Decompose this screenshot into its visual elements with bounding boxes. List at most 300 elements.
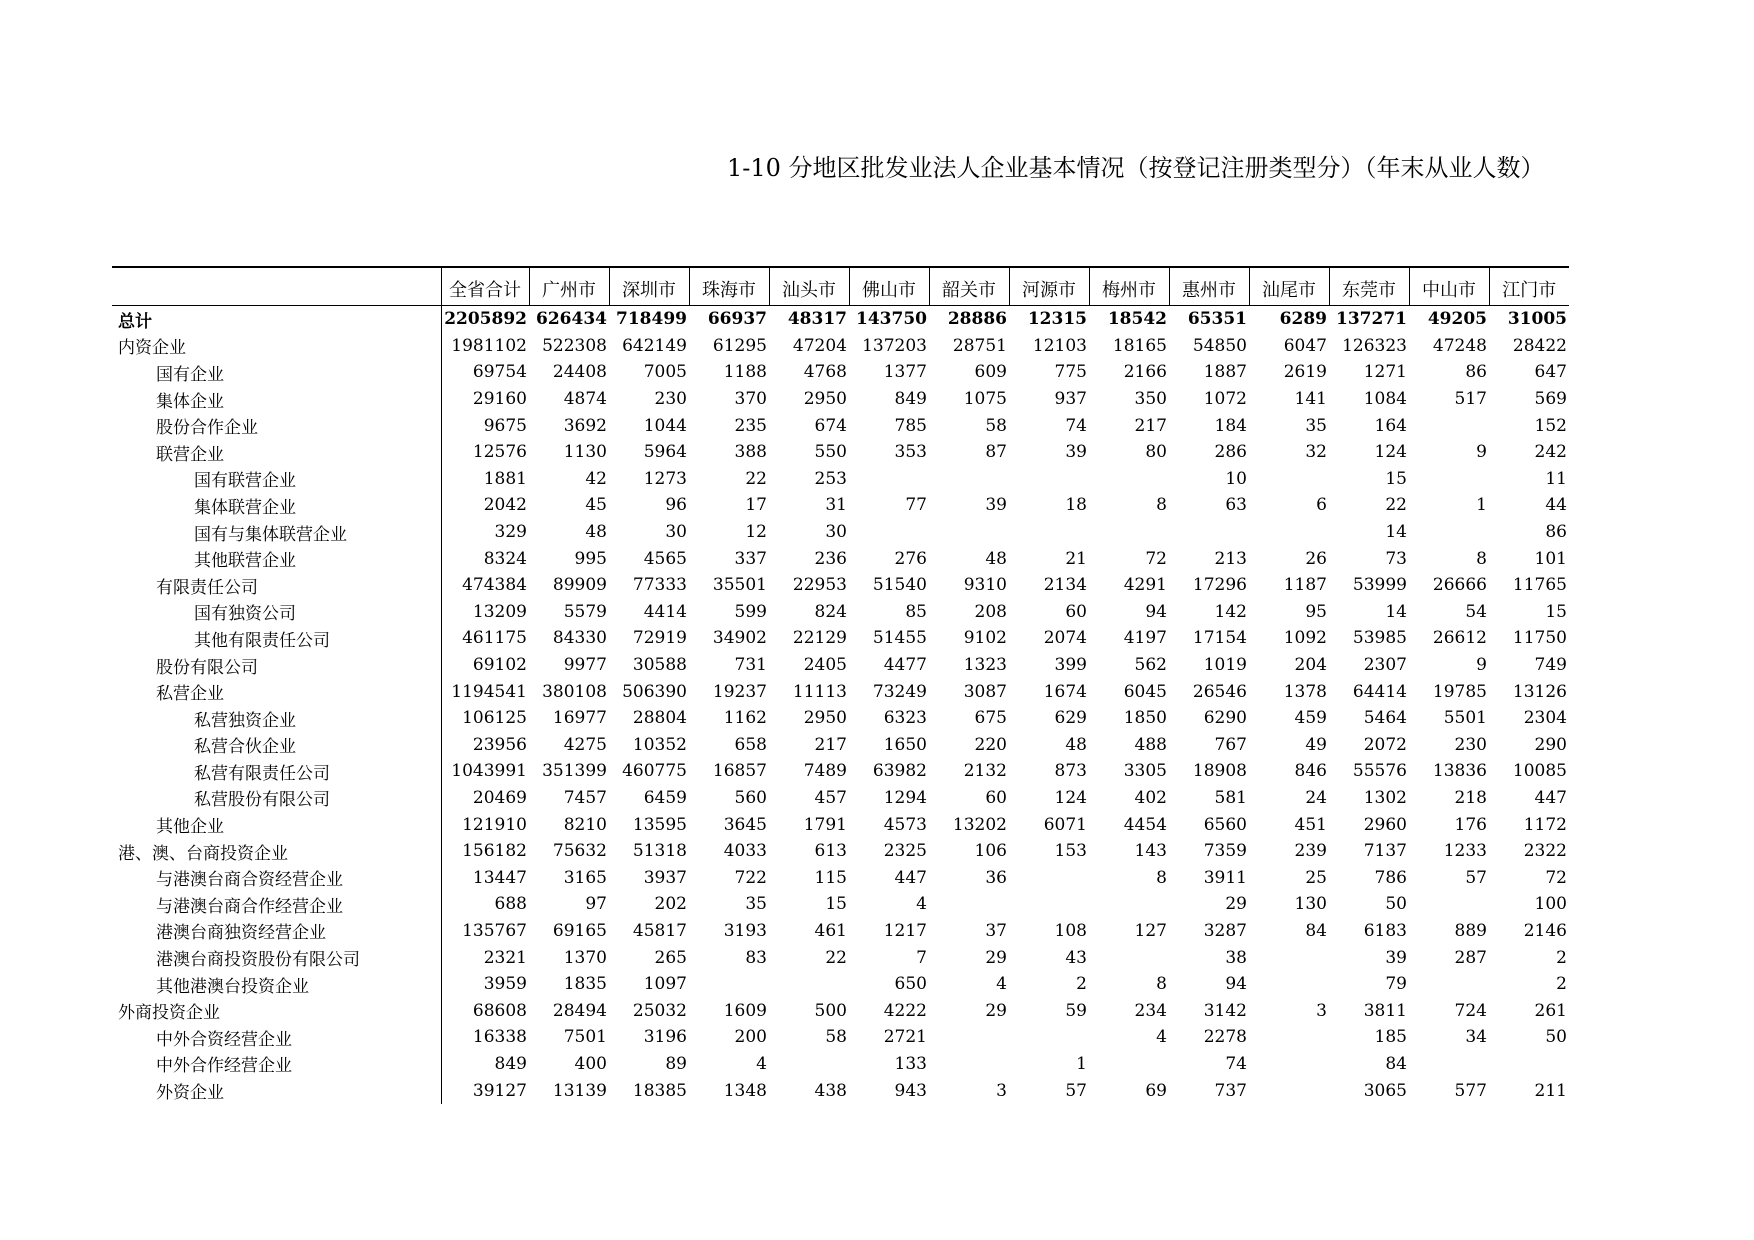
table-cell: 1044 [643,415,687,436]
table-cell: 1019 [1203,655,1247,676]
table-cell: 16857 [712,761,767,782]
table-row [112,997,1569,1024]
table-cell: 85 [905,601,927,622]
table-cell: 4477 [883,655,927,676]
table-cell: 32 [1305,442,1327,463]
table-cell: 58 [985,415,1007,436]
table-cell [1089,1051,1169,1078]
table-cell: 1377 [883,362,927,383]
table-cell [1009,891,1089,918]
table-cell: 22129 [792,628,847,649]
table-cell: 63982 [872,761,927,782]
table-cell: 581 [1214,787,1247,808]
table-cell [1009,519,1089,546]
table-cell: 3811 [1363,1000,1407,1021]
table-cell: 35 [745,894,767,915]
table-cell: 1097 [643,974,687,995]
table-cell: 4275 [563,734,607,755]
table-cell: 6459 [643,787,687,808]
table-cell: 29 [985,1000,1007,1021]
table-row [112,1077,1569,1104]
table-cell: 642149 [622,335,687,356]
table-cell: 22953 [792,575,847,596]
header-label-corner [112,267,441,306]
table-cell: 28494 [552,1000,607,1021]
table-cell [1089,944,1169,971]
table-cell: 8 [1156,495,1167,516]
table-cell: 461175 [462,628,527,649]
table-cell: 722 [734,867,767,888]
table-cell: 400 [574,1053,607,1074]
table-cell: 629 [1054,708,1087,729]
table-cell: 451 [1294,814,1327,835]
table-cell: 84330 [552,628,607,649]
table-cell: 3645 [723,814,767,835]
table-cell: 53985 [1352,628,1407,649]
table-cell: 30588 [632,655,687,676]
table-cell: 6560 [1203,814,1247,835]
table-cell [1409,1051,1489,1078]
table-cell: 8 [1476,548,1487,569]
column-header: 梅州市 [1089,267,1169,306]
table-body [112,306,1569,1104]
table-cell: 2304 [1523,708,1567,729]
table-cell: 30 [665,522,687,543]
row-label: 国有联营企业 [112,466,441,493]
table-cell: 5464 [1363,708,1407,729]
table-cell: 19237 [712,681,767,702]
table-cell: 3193 [723,920,767,941]
table-cell: 287 [1454,947,1487,968]
table-cell [1409,891,1489,918]
table-cell: 4 [756,1053,767,1074]
table-cell: 97 [585,894,607,915]
table-cell: 6290 [1203,708,1247,729]
table-cell: 447 [1534,787,1567,808]
table-cell: 11765 [1512,575,1567,596]
table-cell: 130 [1294,894,1327,915]
row-label: 有限责任公司 [112,572,441,599]
table-cell: 2042 [483,495,527,516]
table-cell: 22 [1385,495,1407,516]
table-cell: 69 [1145,1080,1167,1101]
table-row [112,359,1569,386]
table-cell: 329 [494,522,527,543]
table-cell: 13447 [472,867,527,888]
column-header: 广州市 [529,267,609,306]
table-cell: 3911 [1203,867,1247,888]
table-cell: 785 [894,415,927,436]
table-cell: 353 [894,442,927,463]
table-cell: 53999 [1352,575,1407,596]
table-cell [1249,1024,1329,1051]
table-cell: 286 [1214,442,1247,463]
table-cell: 1323 [963,655,1007,676]
table-cell [1249,519,1329,546]
table-cell: 9310 [963,575,1007,596]
table-cell: 83 [745,947,767,968]
table-cell: 184 [1214,415,1247,436]
table-cell [1489,1051,1569,1078]
table-cell: 28804 [632,708,687,729]
table-cell: 18 [1065,495,1087,516]
table-cell: 57 [1465,867,1487,888]
table-cell: 4033 [723,841,767,862]
table-cell [1249,1051,1329,1078]
table-cell: 380108 [542,681,607,702]
table-cell: 388 [734,442,767,463]
table-cell: 7005 [643,362,687,383]
table-cell: 261 [1534,1000,1567,1021]
table-cell: 45 [585,495,607,516]
table-cell: 846 [1294,761,1327,782]
table-cell: 57 [1065,1080,1087,1101]
table-cell [929,466,1009,493]
table-cell: 550 [814,442,847,463]
table-cell: 775 [1054,362,1087,383]
table-cell: 2072 [1363,734,1407,755]
table-cell: 204 [1294,655,1327,676]
table-cell: 18542 [1107,309,1167,330]
table-row [112,466,1569,493]
table-cell: 8210 [563,814,607,835]
table-cell: 21 [1065,548,1087,569]
row-label: 私营企业 [112,678,441,705]
table-cell: 459 [1294,708,1327,729]
table-cell: 48 [985,548,1007,569]
table-cell: 24408 [552,362,607,383]
table-row [112,386,1569,413]
table-cell: 51455 [872,628,927,649]
table-row [112,439,1569,466]
row-label: 港、澳、台商投资企业 [112,838,441,865]
table-row [112,864,1569,891]
table-cell: 25 [1305,867,1327,888]
table-cell: 51540 [872,575,927,596]
table-cell: 94 [1225,974,1247,995]
row-label: 港澳台商独资经营企业 [112,918,441,945]
table-cell: 9102 [963,628,1007,649]
table-cell: 121910 [462,814,527,835]
table-cell: 29 [985,947,1007,968]
table-cell: 943 [894,1080,927,1101]
column-header: 汕头市 [769,267,849,306]
table-cell: 1043991 [451,761,527,782]
table-cell: 1092 [1283,628,1327,649]
table-cell: 31 [825,495,847,516]
table-row [112,1051,1569,1078]
table-cell: 124 [1054,787,1087,808]
table-cell: 1887 [1203,362,1247,383]
table-cell: 73249 [872,681,927,702]
table-cell: 522308 [542,335,607,356]
table-cell: 253 [814,468,847,489]
table-cell: 39 [1385,947,1407,968]
table-cell: 737 [1214,1080,1247,1101]
table-cell: 2950 [803,708,847,729]
table-cell [1249,1077,1329,1104]
table-cell: 647 [1534,362,1567,383]
table-cell: 500 [814,1000,847,1021]
table-cell: 239 [1294,841,1327,862]
row-label: 与港澳台商合作经营企业 [112,891,441,918]
table-cell: 66937 [707,309,767,330]
table-cell: 4 [916,894,927,915]
table-cell: 609 [974,362,1007,383]
table-cell: 17 [745,495,767,516]
table-cell: 1188 [723,362,767,383]
table-cell: 3 [996,1080,1007,1101]
table-cell: 34902 [712,628,767,649]
row-label: 私营有限责任公司 [112,758,441,785]
table-cell: 6323 [883,708,927,729]
table-cell: 22 [825,947,847,968]
table-cell [1409,412,1489,439]
table-cell: 230 [1454,734,1487,755]
table-cell: 4414 [643,601,687,622]
row-label: 其他联营企业 [112,545,441,572]
table-cell: 211 [1534,1080,1567,1101]
table-cell: 9 [1476,442,1487,463]
table-row [112,811,1569,838]
table-cell: 724 [1454,1000,1487,1021]
column-header: 韶关市 [929,267,1009,306]
table-row [112,971,1569,998]
table-cell: 461 [814,920,847,941]
table-cell: 1 [1076,1053,1087,1074]
table-cell: 4197 [1123,628,1167,649]
table-cell: 517 [1454,389,1487,410]
table-cell: 626434 [536,309,607,330]
table-cell: 68608 [472,1000,527,1021]
table-cell: 849 [894,389,927,410]
table-cell [769,971,849,998]
table-row [112,918,1569,945]
table-cell: 4 [1156,1027,1167,1048]
table-cell: 3959 [483,974,527,995]
table-cell: 599 [734,601,767,622]
table-row [112,412,1569,439]
table-cell: 658 [734,734,767,755]
table-cell: 143 [1134,841,1167,862]
table-cell: 399 [1054,655,1087,676]
table-cell: 15 [825,894,847,915]
table-cell: 7501 [563,1027,607,1048]
table-cell [1009,1024,1089,1051]
table-cell: 49205 [1427,309,1487,330]
table-cell: 235 [734,415,767,436]
table-cell: 2950 [803,389,847,410]
table-cell: 60 [1065,601,1087,622]
table-cell: 75632 [552,841,607,862]
table-cell: 28886 [947,309,1007,330]
table-cell: 650 [894,974,927,995]
table-cell: 234 [1134,1000,1167,1021]
table-cell: 14 [1385,522,1407,543]
row-label: 外商投资企业 [112,997,441,1024]
table-cell: 12315 [1027,309,1087,330]
table-cell: 569 [1534,389,1567,410]
table-cell: 26546 [1192,681,1247,702]
table-cell: 18908 [1192,761,1247,782]
table-cell: 29 [1225,894,1247,915]
table-cell: 126323 [1342,335,1407,356]
row-label: 中外合资经营企业 [112,1024,441,1051]
table-row [112,678,1569,705]
table-cell: 3065 [1363,1080,1407,1101]
table-cell: 11 [1545,468,1567,489]
table-cell: 749 [1534,655,1567,676]
table-cell: 213 [1214,548,1247,569]
table-cell: 4768 [803,362,847,383]
table-cell: 84 [1385,1053,1407,1074]
table-cell [929,519,1009,546]
table-cell: 42 [585,468,607,489]
table-cell: 2 [1556,947,1567,968]
table-cell: 49 [1305,734,1327,755]
table-cell: 54850 [1192,335,1247,356]
row-label: 国有企业 [112,359,441,386]
table-cell [1089,891,1169,918]
table-cell: 77 [905,495,927,516]
table-cell [1089,466,1169,493]
table-cell: 1162 [723,708,767,729]
table-cell: 4222 [883,1000,927,1021]
table-cell: 69165 [552,920,607,941]
table-cell: 13126 [1512,681,1567,702]
table-cell: 3305 [1123,761,1167,782]
table-cell: 54 [1465,601,1487,622]
table-cell: 8 [1156,867,1167,888]
table-cell: 48 [585,522,607,543]
row-label: 港澳台商投资股份有限公司 [112,944,441,971]
table-cell: 474384 [462,575,527,596]
row-label: 内资企业 [112,333,441,360]
table-cell: 185 [1374,1027,1407,1048]
table-cell [1409,971,1489,998]
table-cell: 39 [985,495,1007,516]
table-cell: 6183 [1363,920,1407,941]
table-cell: 59 [1065,1000,1087,1021]
table-cell: 28751 [952,335,1007,356]
column-header: 珠海市 [689,267,769,306]
table-cell: 143750 [856,309,927,330]
table-cell: 337 [734,548,767,569]
table-cell: 22 [745,468,767,489]
table-cell: 39 [1065,442,1087,463]
table-cell: 106125 [462,708,527,729]
table-cell: 9 [1476,655,1487,676]
table-cell: 2 [1556,974,1567,995]
table-cell: 2405 [803,655,847,676]
table-cell: 94 [1145,601,1167,622]
table-cell: 176 [1454,814,1487,835]
table-cell: 447 [894,867,927,888]
row-label: 股份合作企业 [112,412,441,439]
table-cell: 47248 [1432,335,1487,356]
table-cell: 457 [814,787,847,808]
table-cell: 4 [996,974,1007,995]
table-cell: 7359 [1203,841,1247,862]
table-cell: 8324 [483,548,527,569]
header-row [112,267,1569,306]
table-cell: 3087 [963,681,1007,702]
table-cell: 164 [1374,415,1407,436]
table-cell: 718499 [616,309,687,330]
table-cell: 200 [734,1027,767,1048]
table-row [112,838,1569,865]
table-cell: 3196 [643,1027,687,1048]
table-cell: 4573 [883,814,927,835]
table-cell: 2134 [1043,575,1087,596]
table-cell: 438 [814,1080,847,1101]
table-cell: 47204 [792,335,847,356]
table-cell: 1294 [883,787,927,808]
table-cell: 15 [1545,601,1567,622]
table-cell: 1674 [1043,681,1087,702]
table-cell: 135767 [462,920,527,941]
table-cell: 16338 [472,1027,527,1048]
table-row [112,625,1569,652]
table-cell: 17154 [1192,628,1247,649]
table-cell: 1609 [723,1000,767,1021]
table-cell: 86 [1465,362,1487,383]
table-cell: 13836 [1432,761,1487,782]
table-row [112,891,1569,918]
table-cell: 12103 [1032,335,1087,356]
table-cell [929,1051,1009,1078]
table-cell: 1172 [1523,814,1567,835]
table-cell [929,1024,1009,1051]
table-cell: 7489 [803,761,847,782]
table-row [112,519,1569,546]
table-cell: 1791 [803,814,847,835]
row-label: 国有独资公司 [112,599,441,626]
table-row [112,492,1569,519]
table-cell: 6045 [1123,681,1167,702]
table-cell: 767 [1214,734,1247,755]
table-cell: 560 [734,787,767,808]
table-cell: 14 [1385,601,1407,622]
table-cell: 18165 [1112,335,1167,356]
table-cell: 2146 [1523,920,1567,941]
table-cell: 1273 [643,468,687,489]
table-cell: 675 [974,708,1007,729]
table-cell: 402 [1134,787,1167,808]
table-cell: 350 [1134,389,1167,410]
table-cell: 351399 [542,761,607,782]
row-label: 私营独资企业 [112,705,441,732]
row-label: 与港澳台商合资经营企业 [112,864,441,891]
table-cell: 2166 [1123,362,1167,383]
table-cell: 36 [985,867,1007,888]
table-cell: 9675 [483,415,527,436]
table-cell: 873 [1054,761,1087,782]
table-cell [1249,971,1329,998]
table-cell: 17296 [1192,575,1247,596]
table-cell: 39127 [472,1080,527,1101]
table-cell: 60 [985,787,1007,808]
table-cell: 89909 [552,575,607,596]
column-header: 江门市 [1489,267,1569,306]
table-cell [1249,466,1329,493]
row-label: 集体企业 [112,386,441,413]
table-cell: 141 [1294,389,1327,410]
table-cell: 80 [1145,442,1167,463]
table-cell: 2721 [883,1027,927,1048]
table-cell: 74 [1065,415,1087,436]
table-cell: 29160 [472,389,527,410]
